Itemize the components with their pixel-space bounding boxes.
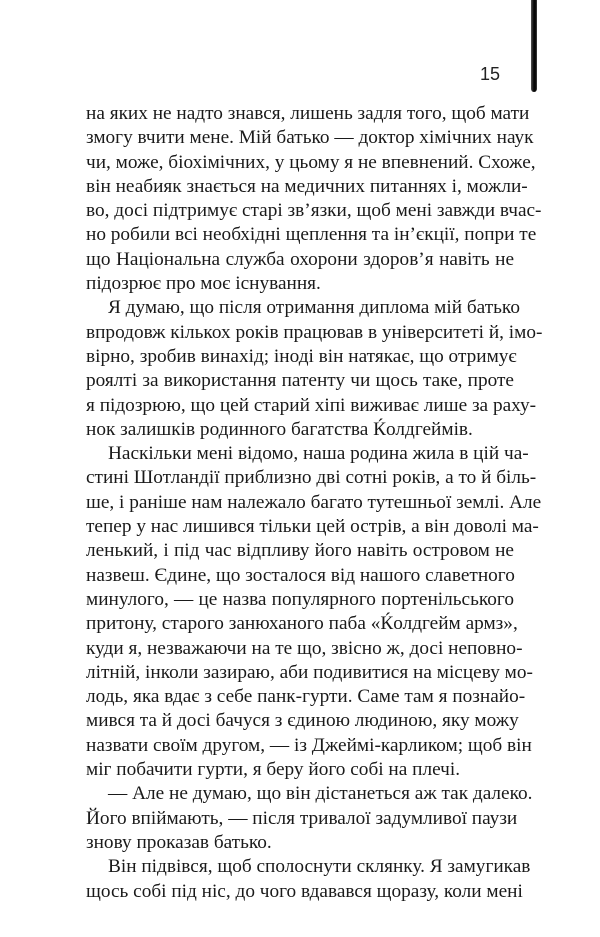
text-line: притону, старого занюханого паба «Ќолдгейм армз», — [86, 613, 518, 635]
text-line: Наскільки мені відомо, наша родина жила в цій ча- — [108, 443, 529, 465]
text-line: роялті за використання патенту чи щось таке, проте — [86, 370, 514, 392]
page-edge-mark — [531, 0, 537, 92]
text-line: знову проказав батько. — [86, 831, 272, 853]
paragraph — [86, 442, 542, 782]
text-line: літній, інколи зазираю, аби подивитися на місцеву мо- — [86, 661, 533, 683]
text-line: Його впіймають, — після тривалої задумливої паузи — [86, 807, 518, 829]
text-line: впродовж кількох років працював в університеті й, імо- — [86, 321, 543, 343]
text-line: во, досі підтримує старі зв’язки, щоб мені завжди вчас- — [86, 200, 542, 222]
paragraph — [86, 102, 542, 296]
text-line: нок залишків родинного багатства Ќолдгеймів. — [86, 418, 473, 440]
text-line: минулого, — це назва популярного портенільського — [86, 588, 514, 610]
body-text — [86, 102, 543, 904]
text-line: назвати своїм другом, — із Джеймі-карликом; щоб він — [86, 734, 532, 756]
text-line: чи, може, біохімічних, у цьому я не впевнений. Схоже, — [86, 151, 536, 173]
text-line: стині Шотландії приблизно дві сотні років, а то й біль- — [86, 467, 537, 489]
text-line: підозрює про моє існування. — [86, 273, 321, 295]
text-line: міг побачити гурти, я беру його собі на плечі. — [86, 759, 461, 781]
text-line: ленький, і під час відпливу його навіть островом не — [86, 540, 514, 562]
text-line: куди я, незважаючи на те що, звісно ж, досі неповно- — [86, 637, 523, 659]
text-line: назвеш. Єдине, що зосталося від нашого славетного — [86, 564, 515, 586]
text-line: тепер у нас лишився тільки цей острів, а він доволі ма- — [86, 516, 539, 538]
text-line: Я думаю, що після отримання диплома мій батько — [108, 297, 520, 319]
text-line: вірно, зробив винахід; іноді він натякає, що отримує — [86, 345, 517, 367]
text-line: ше, і раніше нам належало багато тутешньої землі. Але — [86, 491, 542, 513]
text-line: — Але не думаю, що він дістанеться аж так далеко. — [108, 783, 533, 805]
paragraph — [86, 296, 543, 442]
text-line: Він підвівся, щоб сполоснути склянку. Я замугикав — [108, 856, 531, 878]
text-line: лодь, яка вдає з себе панк-гурти. Саме там я познайо- — [86, 686, 526, 708]
text-line: я підозрюю, що цей старий хіпі виживає лише за раху- — [86, 394, 537, 416]
text-line: щось собі під ніс, до чого вдавався щоразу, коли мені — [86, 880, 523, 902]
text-line: на яких не надто знався, лишень задля того, щоб мати — [86, 103, 530, 124]
text-line: мився та й досі бачуся з єдиною людиною, яку можу — [86, 710, 519, 732]
page-number: 15 — [479, 64, 501, 84]
paragraph — [86, 855, 531, 904]
text-line: він неабияк знається на медичних питаннях і, можли- — [86, 175, 528, 197]
text-line: що Національна служба охорони здоров’я навіть не — [86, 248, 514, 270]
text-line: змогу вчити мене. Мій батько — доктор хімічних наук — [86, 127, 534, 149]
dialogue-paragraph — [86, 782, 533, 855]
text-line: но робили всі необхідні щеплення та ін’єкції, попри те — [86, 224, 537, 246]
